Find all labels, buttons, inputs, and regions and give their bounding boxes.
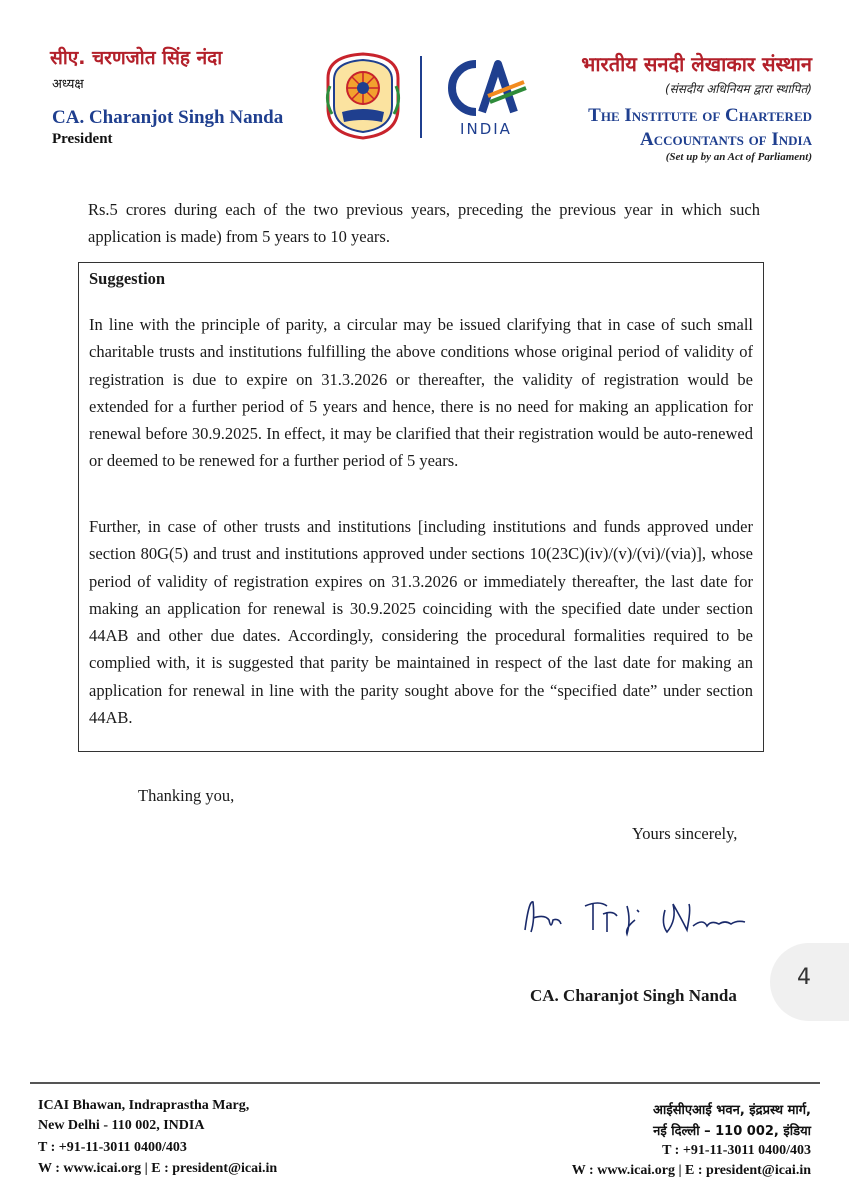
signatory-name: CA. Charanjot Singh Nanda — [530, 986, 737, 1005]
institute-name-hindi: भारतीय सनदी लेखाकार संस्थान — [581, 52, 812, 76]
president-title: President — [52, 131, 113, 147]
footer-phone: T : +91-11-3011 0400/403 — [38, 1140, 187, 1155]
institute-name-line2: Accountants of India — [640, 129, 812, 150]
suggestion-paragraph-1: In line with the principle of parity, a circular may be issued clarifying that in case of such small charitable trusts and institutions fulfilling the above conditions whose original period of validity of registration is due to expire on 31.3.2026 or thereafter, the validity of registration would be extended for a further period of 5 years and hence, there is no need for making an application for renewal before 30.9.2025. In effect, it may be clarified that their registration would be auto-renewed or deemed to be renewed for a further period of 5 years. — [89, 315, 753, 471]
header-divider — [420, 56, 422, 138]
institute-name-line1: The Institute of Chartered — [588, 105, 812, 126]
suggestion-heading: Suggestion — [89, 269, 166, 288]
thanking-line: Thanking you, — [138, 786, 235, 805]
footer-web-email: W : www.icai.org | E : president@icai.in — [38, 1161, 278, 1176]
footer-divider — [30, 1082, 820, 1084]
footer-address-line2-hindi: नई दिल्ली – 110 002, इंडिया — [653, 1124, 811, 1139]
institute-name — [520, 104, 812, 152]
president-title-hindi: अध्यक्ष — [52, 77, 84, 92]
footer-phone-right: T : +91-11-3011 0400/403 — [662, 1143, 811, 1158]
footer-address-line1-hindi: आईसीएआई भवन, इंद्रप्रस्थ मार्ग, — [653, 1103, 811, 1118]
institute-subtitle: (Set up by an Act of Parliament) — [665, 151, 812, 163]
president-name: CA. Charanjot Singh Nanda — [52, 107, 284, 128]
logo-india-text: INDIA — [460, 120, 512, 138]
president-name-hindi: सीए. चरणजोत सिंह नंदा — [50, 47, 223, 69]
footer-web-email-right: W : www.icai.org | E : president@icai.in — [571, 1163, 811, 1178]
suggestion-box — [78, 262, 764, 752]
suggestion-paragraph-2: Further, in case of other trusts and institutions [including institutions and funds approved under section 80G(5) and trust and institutions approved under sections 10(23C)(iv)/(v)/(vi)/(via)], whose period of validity of registration expires on 31.3.2026 or immediately thereafter, the last date for making an application for renewal is 30.9.2025 coinciding with the specified date under section 44AB and other due dates. Accordingly, considering the procedural formalities required to be complied with, it is suggested that parity be maintained in respect of the last date for making an application for renewal in line with the parity sought above for the “specified date” under section 44AB. — [89, 517, 753, 728]
signature-image — [515, 890, 765, 940]
footer-address-line2: New Delhi - 110 002, INDIA — [38, 1118, 205, 1133]
footer-address-line1: ICAI Bhawan, Indraprastha Marg, — [38, 1098, 250, 1113]
icai-seal-logo — [320, 48, 406, 140]
intro-paragraph: Rs.5 crores during each of the two previous years, preceding the previous year in which such application is made) from 5 years to 10 years. — [88, 200, 760, 246]
ca-india-logo — [432, 54, 532, 138]
page-number: 4 — [797, 965, 811, 990]
institute-subtitle-hindi: (संसदीय अधिनियम द्वारा स्थापित) — [664, 82, 812, 96]
closing-line: Yours sincerely, — [632, 824, 738, 843]
